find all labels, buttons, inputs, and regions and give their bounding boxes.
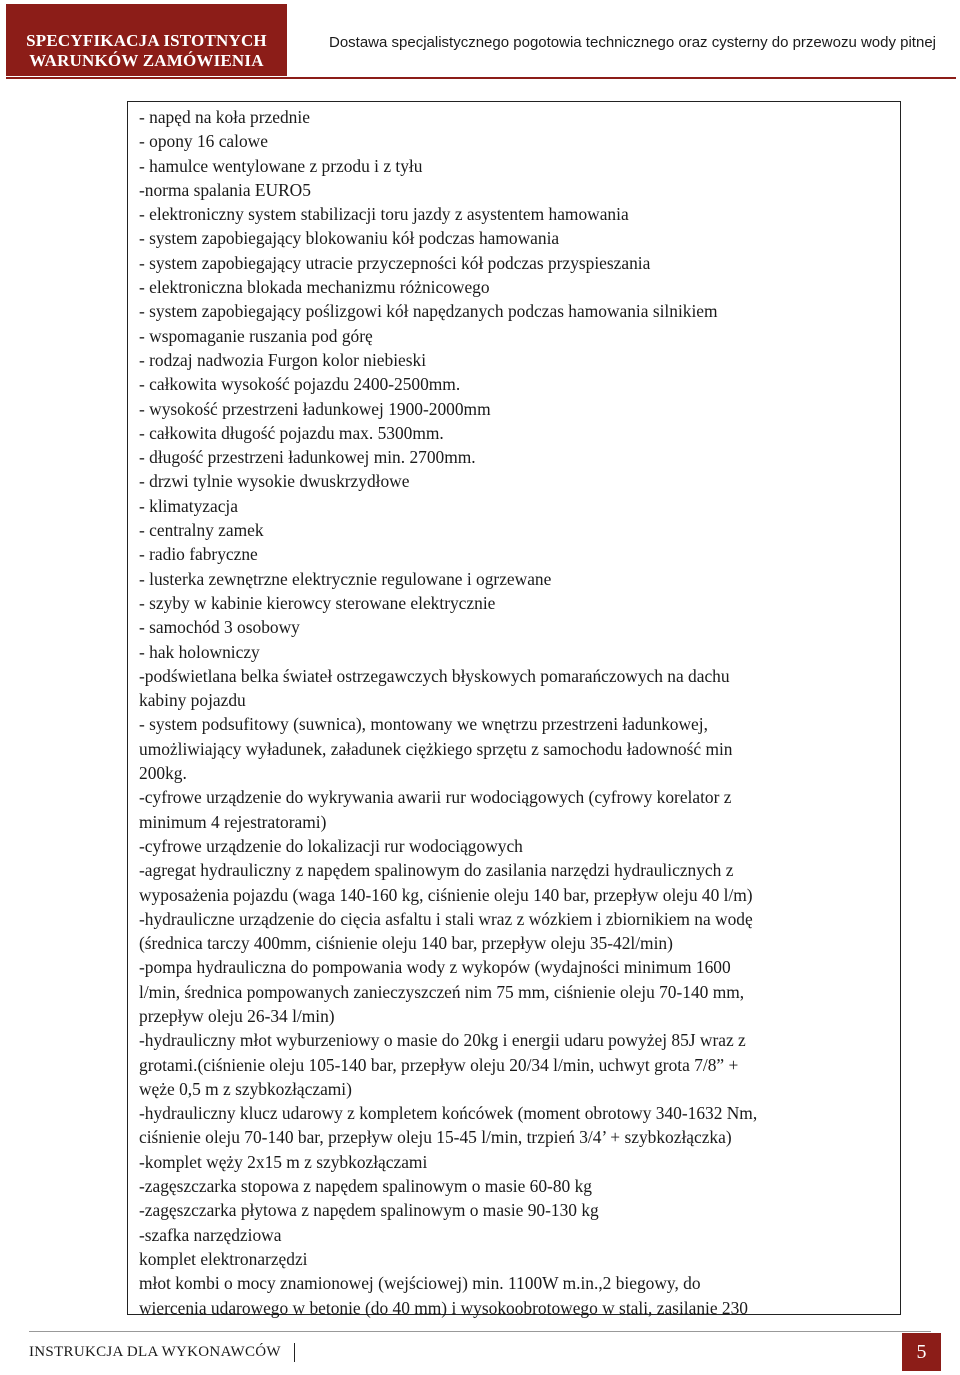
spec-line: - system zapobiegający blokowaniu kół podczas hamowania [139,228,560,249]
spec-line: - całkowita wysokość pojazdu 2400-2500mm. [139,374,461,395]
spec-line: - długość przestrzeni ładunkowej min. 2700mm. [139,447,476,468]
spec-line: -cyfrowe urządzenie do lokalizacji rur wodociągowych [139,835,523,856]
spec-line: - napęd na koła przednie [139,107,310,127]
specification-list [139,105,757,1320]
spec-line: - lusterka zewnętrzne elektrycznie regulowane i ogrzewane [139,568,552,589]
spec-line: -agregat hydrauliczny z napędem spalinowym do zasilania narzędzi hydraulicznych z [139,860,734,881]
spec-line: (średnica tarczy 400mm, ciśnienie oleju 140 bar, przepływ oleju 35-42l/min) [139,933,673,954]
spec-line: - elektroniczny system stabilizacji toru jazdy z asystentem hamowania [139,204,629,225]
page-header [0,0,960,78]
spec-line: - elektroniczna blokada mechanizmu różnicowego [139,277,490,298]
spec-line: - opony 16 calowe [139,131,268,152]
spec-line: -hydrauliczny klucz udarowy z kompletem końcówek (moment obrotowy 340-1632 Nm, [139,1103,758,1124]
spec-line: - całkowita długość pojazdu max. 5300mm. [139,422,444,443]
spec-line: 200kg. [139,763,187,784]
spec-line: - system zapobiegający poślizgowi kół napędzanych podczas hamowania silnikiem [139,301,718,322]
spec-line: minimum 4 rejestratorami) [139,811,327,832]
spec-line: przepływ oleju 26-34 l/min) [139,1005,335,1026]
spec-line: wyposażenia pojazdu (waga 140-160 kg, ciśnienie oleju 140 bar, przepływ oleju 40 l/m) [139,884,753,905]
spec-line: -pompa hydrauliczna do pompowania wody z wykopów (wydajności minimum 1600 [139,957,731,978]
header-divider [6,77,956,79]
badge-line-2: WARUNKÓW ZAMÓWIENIA [29,51,264,70]
footer-separator [294,1343,295,1362]
footer-label: INSTRUKCJA DLA WYKONAWCÓW [29,1344,281,1360]
document-title: Dostawa specjalistycznego pogotowia technicznego oraz cysterny do przewozu wody pitnej [329,34,936,51]
spec-line: umożliwiający wyładunek, załadunek ciężkiego sprzętu z samochodu ładowność min [139,738,733,759]
spec-line: - system podsufitowy (suwnica), montowany we wnętrzu przestrzeni ładunkowej, [139,714,708,735]
spec-line: - klimatyzacja [139,495,238,516]
spec-line: - samochód 3 osobowy [139,617,300,638]
spec-line: - system zapobiegający utracie przyczepności kół podczas przyspieszania [139,252,651,273]
spec-line: -norma spalania EURO5 [139,179,311,200]
spec-line: - szyby w kabinie kierowcy sterowane elektrycznie [139,592,496,613]
spec-line: -podświetlana belka świateł ostrzegawczych błyskowych pomarańczowych na dachu [139,665,730,686]
spec-line: -cyfrowe urządzenie do wykrywania awarii rur wodociągowych (cyfrowy korelator z [139,787,732,808]
spec-line: -komplet węży 2x15 m z szybkozłączami [139,1151,428,1172]
spec-line: - wspomaganie ruszania pod górę [139,325,373,346]
spec-line: - radio fabryczne [139,544,258,565]
spec-line: młot kombi o mocy znamionowej (wejściowej) min. 1100W m.in.,2 biegowy, do [139,1273,701,1294]
spec-line: grotami.(ciśnienie oleju 105-140 bar, przepływ oleju 20/34 l/min, uchwyt grota 7/8” + [139,1054,739,1075]
spec-line: -zagęszczarka płytowa z napędem spalinowym o masie 90-130 kg [139,1200,599,1221]
spec-line: kabiny pojazdu [139,690,246,711]
specification-box [127,101,901,1318]
badge-line-1: SPECYFIKACJA ISTOTNYCH [26,31,267,50]
spec-line: - rodzaj nadwozia Furgon kolor niebieski [139,349,427,370]
spec-line: -hydrauliczny młot wyburzeniowy o masie do 20kg i energii udaru powyżej 85J wraz z [139,1030,746,1051]
page-footer [0,1330,960,1375]
spec-line: - drzwi tylnie wysokie dwuskrzydłowe [139,471,410,492]
spec-line: węże 0,5 m z szybkozłączami) [139,1078,352,1099]
spec-line: l/min, średnica pompowanych zanieczyszczeń nim 75 mm, ciśnienie oleju 70-140 mm, [139,981,745,1002]
document-type-badge [6,4,287,76]
page-number: 5 [902,1333,941,1371]
spec-line: komplet elektronarzędzi [139,1248,308,1269]
spec-line: - hak holowniczy [139,641,260,662]
spec-line: ciśnienie oleju 70-140 bar, przepływ oleju 15-45 l/min, trzpień 3/4’ + szybkozłączka) [139,1127,732,1148]
spec-line: - hamulce wentylowane z przodu i z tyłu [139,155,423,176]
spec-line: -hydrauliczne urządzenie do cięcia asfaltu i stali wraz z wózkiem i zbiornikiem na wodę [139,908,753,929]
spec-line: - wysokość przestrzeni ładunkowej 1900-2000mm [139,398,491,419]
spec-line: wiercenia udarowego w betonie (do 40 mm) i wysokoobrotowego w stali, zasilanie 230 [139,1297,749,1318]
footer-divider [29,1331,931,1332]
spec-line: -szafka narzędziowa [139,1224,282,1245]
spec-line: -zagęszczarka stopowa z napędem spalinowym o masie 60-80 kg [139,1176,592,1197]
spec-line: - centralny zamek [139,520,264,541]
